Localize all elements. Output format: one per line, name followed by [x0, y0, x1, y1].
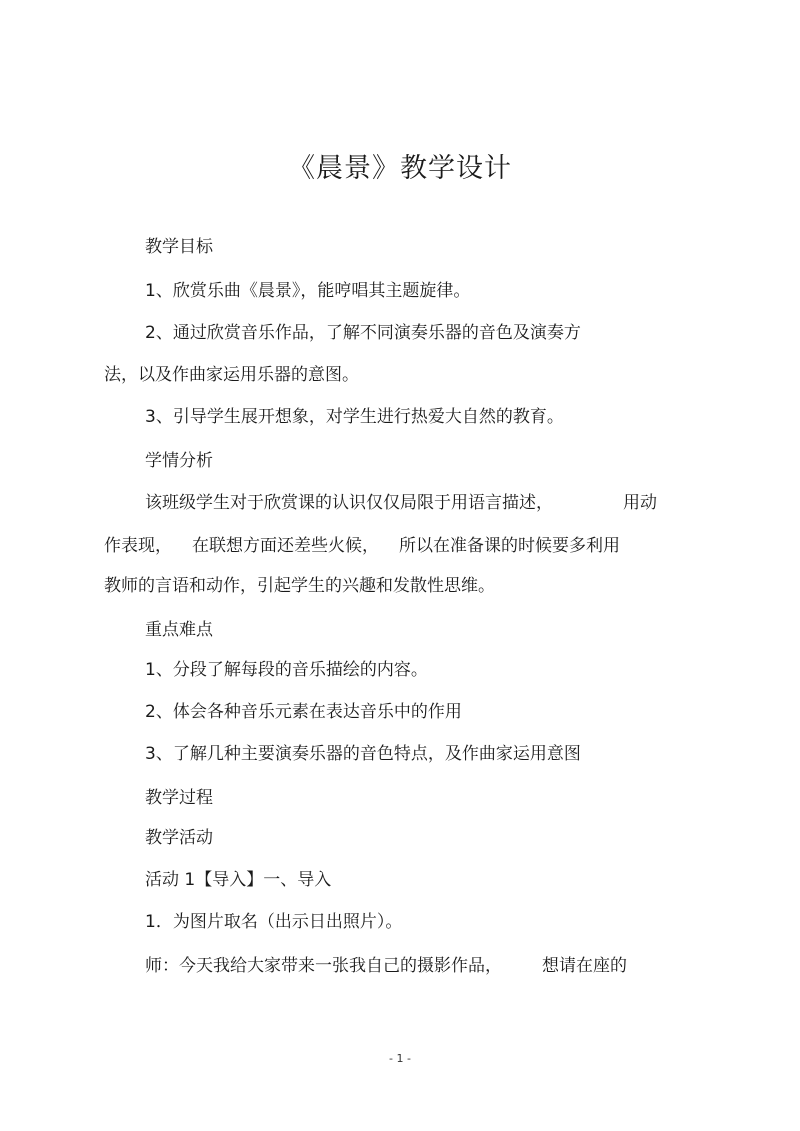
- key-point-1: 1、分段了解每段的音乐描绘的内容。: [145, 660, 428, 680]
- goal-line-2: 2、通过欣赏音乐作品，了解不同演奏乐器的音色及演奏方: [145, 323, 581, 343]
- analysis-line-1-b: 用动: [623, 493, 657, 513]
- key-point-2: 2、体会各种音乐元素在表达音乐中的作用: [145, 702, 462, 722]
- activity-1-heading: 活动 1【导入】一、导入: [145, 870, 332, 890]
- analysis-line-2-c: 所以在准备课的时候要多利用: [399, 536, 620, 556]
- key-point-3: 3、了解几种主要演奏乐器的音色特点，及作曲家运用意图: [145, 744, 581, 764]
- analysis-line-3: 教师的言语和动作，引起学生的兴趣和发散性思维。: [104, 576, 495, 596]
- goal-line-2-cont: 法，以及作曲家运用乐器的意图。: [104, 365, 359, 385]
- analysis-line-2: [104, 535, 620, 557]
- goal-line-3: 3、引导学生展开想象，对学生进行热爱大自然的教育。: [145, 407, 564, 427]
- heading-student-analysis: 学情分析: [145, 451, 213, 471]
- teacher-line-1-b: 想请在座的: [542, 956, 627, 976]
- analysis-line-1: [145, 492, 657, 514]
- goal-line-1: 1、欣赏乐曲《晨景》，能哼唱其主题旋律。: [145, 281, 471, 301]
- heading-teaching-process: 教学过程: [145, 788, 213, 808]
- teacher-line-1: [145, 955, 627, 977]
- analysis-line-2-a: 作表现，: [104, 536, 172, 556]
- heading-teaching-goals: 教学目标: [145, 237, 213, 257]
- page-number: - 1 -: [389, 1052, 411, 1065]
- analysis-line-1-a: 该班级学生对于欣赏课的认识仅仅局限于用语言描述，: [145, 493, 553, 513]
- teacher-line-1-a: 师：今天我给大家带来一张我自己的摄影作品，: [145, 956, 502, 976]
- activity-1-step-1: 1．为图片取名（出示日出照片）。: [145, 912, 403, 932]
- heading-teaching-activity: 教学活动: [145, 828, 213, 848]
- analysis-line-2-b: 在联想方面还差些火候，: [192, 536, 379, 556]
- document-title: 《晨景》教学设计: [288, 153, 512, 184]
- heading-key-points: 重点难点: [145, 620, 213, 640]
